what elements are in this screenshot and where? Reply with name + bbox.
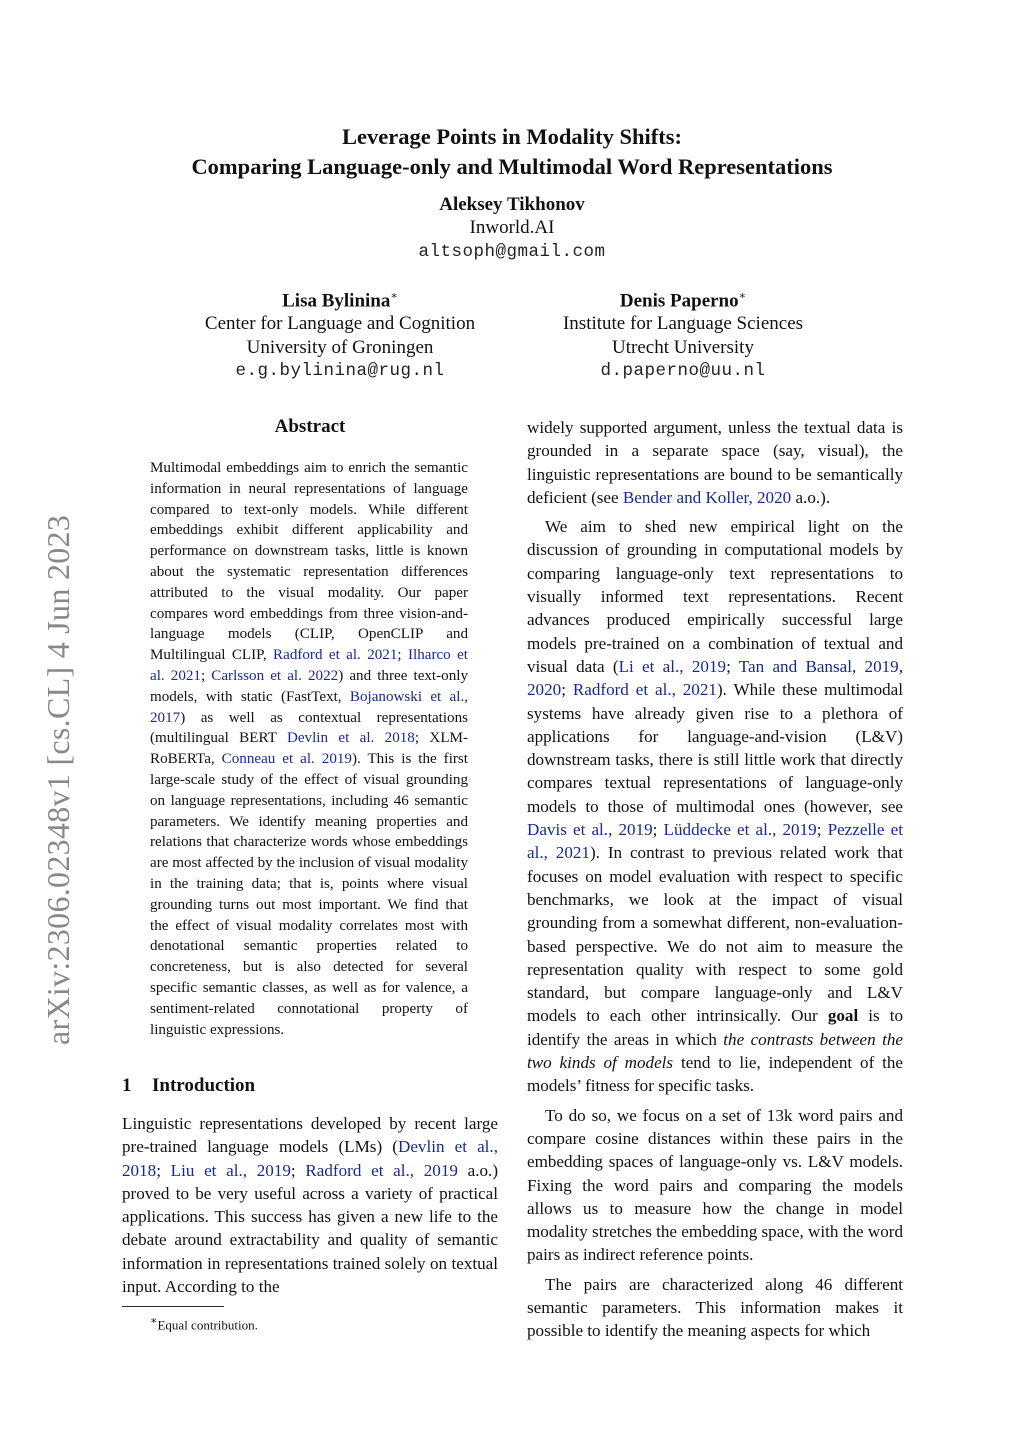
title-line-2: Comparing Language-only and Multimodal Word Representations [191,154,833,179]
equal-contribution-mark: ∗ [390,290,398,302]
text-run: ; XLM-RoBERTa, [150,730,468,768]
citation-link[interactable]: Lüddecke et al., 2019 [663,820,817,840]
paragraph [527,515,903,1097]
citation-link[interactable]: Ilharco et al. 2021 [150,647,468,684]
paper-title [0,122,1024,182]
author-block-3 [503,289,863,381]
footnote [150,1314,258,1333]
author-email[interactable]: d.paperno@uu.nl [600,361,766,382]
bold-term: goal [827,1006,859,1026]
text-run: ; [726,656,739,676]
author-block-2 [160,289,520,381]
text-run: We aim to shed new empirical light on the discussion of grounding in computational models by comparing language-only text representations to visually informed text representations. Recent advances produced empirically successful large models pre-trained on a combination of textual and visual data ( [527,517,903,676]
text-run: ; [561,680,573,700]
text-run: ; [397,647,408,664]
section-heading [122,1075,255,1097]
text-run: ). While these multimodal systems have already given rise to a plethora of applications for language-and-vision (L&V) downstream tasks, there is still little work that directly compares textual representations of language-only models to those of multimodal ones (however, see [527,680,903,816]
text-run: a.o.) proved to be very useful across a variety of practical applications. This success has given a new life to the debate around extractability and quality of semantic information in representations trained solely on textual input. According to the [122,1160,499,1297]
citation-link[interactable]: Devlin et al., 2018 [122,1137,498,1180]
author-affiliation: Inworld.AI [469,217,555,238]
citation-link[interactable]: Conneau et al. 2019 [221,751,352,768]
author-name: Aleksey Tikhonov [439,194,585,215]
citation-link[interactable]: Davis et al., 2019 [527,820,653,840]
citation-link[interactable]: Carlsson et al. 2022 [211,667,339,684]
author-affiliation: Center for Language and Cognition [204,313,476,335]
text-run: ; [200,667,212,684]
text-run: ). This is the first large-scale study of the effect of visual grounding on language representations, including 46 semantic parameters. We identify meaning properties and relations that characterize words whose embeddings are most affected by the inclusion of visual modality in the training data; that is, points where visual grounding turns out most important. We find that the effect of visual modality correlates most with denotational semantic properties related to concreteness, but is also detected for several specific semantic classes, as well as for valence, a sentiment-related connotational property of linguistic expressions. [150,751,468,1038]
abstract-heading: Abstract [274,416,346,437]
text-run: ) as well as contextual representations (multilingual BERT [150,709,468,747]
author-email[interactable]: e.g.bylinina@rug.nl [235,361,445,382]
footnote-text: Equal contribution. [157,1317,258,1333]
text-run: ; [652,820,664,840]
paragraph [527,416,903,509]
italic-phrase: the contrasts between the two kinds of models [527,1029,903,1073]
text-run: ; [816,820,828,840]
text-run: , [898,656,903,676]
citation-link[interactable]: Li et al., 2019 [618,656,727,676]
author-block-1 [0,194,1024,262]
footnote-rule [122,1306,224,1307]
text-run: ; [156,1160,171,1180]
text-run: widely supported argument, unless the textual data is grounded in a separate space (say, visual), the linguistic representations are bound to be semantically deficient (see [527,418,903,507]
text-run: a.o.). [791,487,831,507]
abstract-text [150,458,468,1040]
citation-link[interactable]: Pezzelle et al., 2021 [527,820,903,863]
text-run: ). In contrast to previous related work that focuses on model evaluation with respect to specific benchmarks, we look at the impact of visual grounding from a somewhat different, non-evaluation-based perspective. We do not aim to measure the representation quality with respect to some gold standard, but compare language-only and L&V models to each other intrinsically. Our [527,843,903,1026]
citation-link[interactable]: 2020 [527,680,562,700]
citation-link[interactable]: Radford et al. 2021 [273,647,398,664]
text-run: Linguistic representations developed by recent large pre-trained language models (LMs) ( [122,1114,498,1157]
author-name: Denis Paperno [619,290,739,312]
text-run: ) and three text-only models, with static (FastText, [150,667,468,705]
citation-link[interactable]: Bender and Koller, 2020 [622,487,792,507]
title-line-1: Leverage Points in Modality Shifts: [342,124,682,149]
right-column [527,416,903,1349]
section-number: 1 [122,1075,132,1096]
text-run: ; [290,1160,306,1180]
intro-paragraph [122,1112,498,1298]
author-name: Lisa Bylinina [282,290,391,312]
author-affiliation: Institute for Language Sciences [562,313,804,335]
citation-link[interactable]: Liu et al., 2019 [170,1160,291,1180]
text-run: tend to lie, independent of the models’ fitness for specific tasks. [527,1053,904,1096]
author-affiliation: Utrecht University [612,337,754,359]
author-email[interactable]: altsoph@gmail.com [418,242,606,262]
footnote-mark: ∗ [150,1315,158,1327]
section-title: Introduction [152,1075,256,1096]
citation-link[interactable]: Radford et al., 2021 [572,680,717,700]
citation-link[interactable]: Bojanowski et al., 2017 [150,688,468,726]
citation-link[interactable]: Devlin et al. 2018 [286,730,415,747]
paragraph: To do so, we focus on a set of 13k word pairs and compare cosine distances within these pairs in the embedding spaces of language-only vs. L&V models. Fixing the word pairs and comparing the models allows us to measure how the change in model modality stretches the embedding space, with the word pairs as indirect reference points. [527,1105,903,1265]
author-affiliation: University of Groningen [246,337,434,359]
text-run: is to identify the areas in which [527,1006,903,1049]
citation-link[interactable]: Radford et al., 2019 [305,1160,458,1180]
equal-contribution-mark: ∗ [738,290,747,302]
citation-link[interactable]: Tan and Bansal, 2019 [738,656,899,676]
text-run: Multimodal embeddings aim to enrich the semantic information in neural representations of language compared to text-only models. While different embeddings exhibit different applicability and performance on downstream tasks, little is known about the systematic representation differences attributed to the visual modality. Our paper compares word embeddings from three vision-and-language models (CLIP, OpenCLIP and Multilingual CLIP, [150,460,468,664]
arxiv-identifier: arXiv:2306.02348v1 [cs.CL] 4 Jun 2023 [40,514,76,1045]
paragraph: The pairs are characterized along 46 different semantic parameters. This information makes it possible to identify the meaning aspects for which [527,1274,903,1341]
